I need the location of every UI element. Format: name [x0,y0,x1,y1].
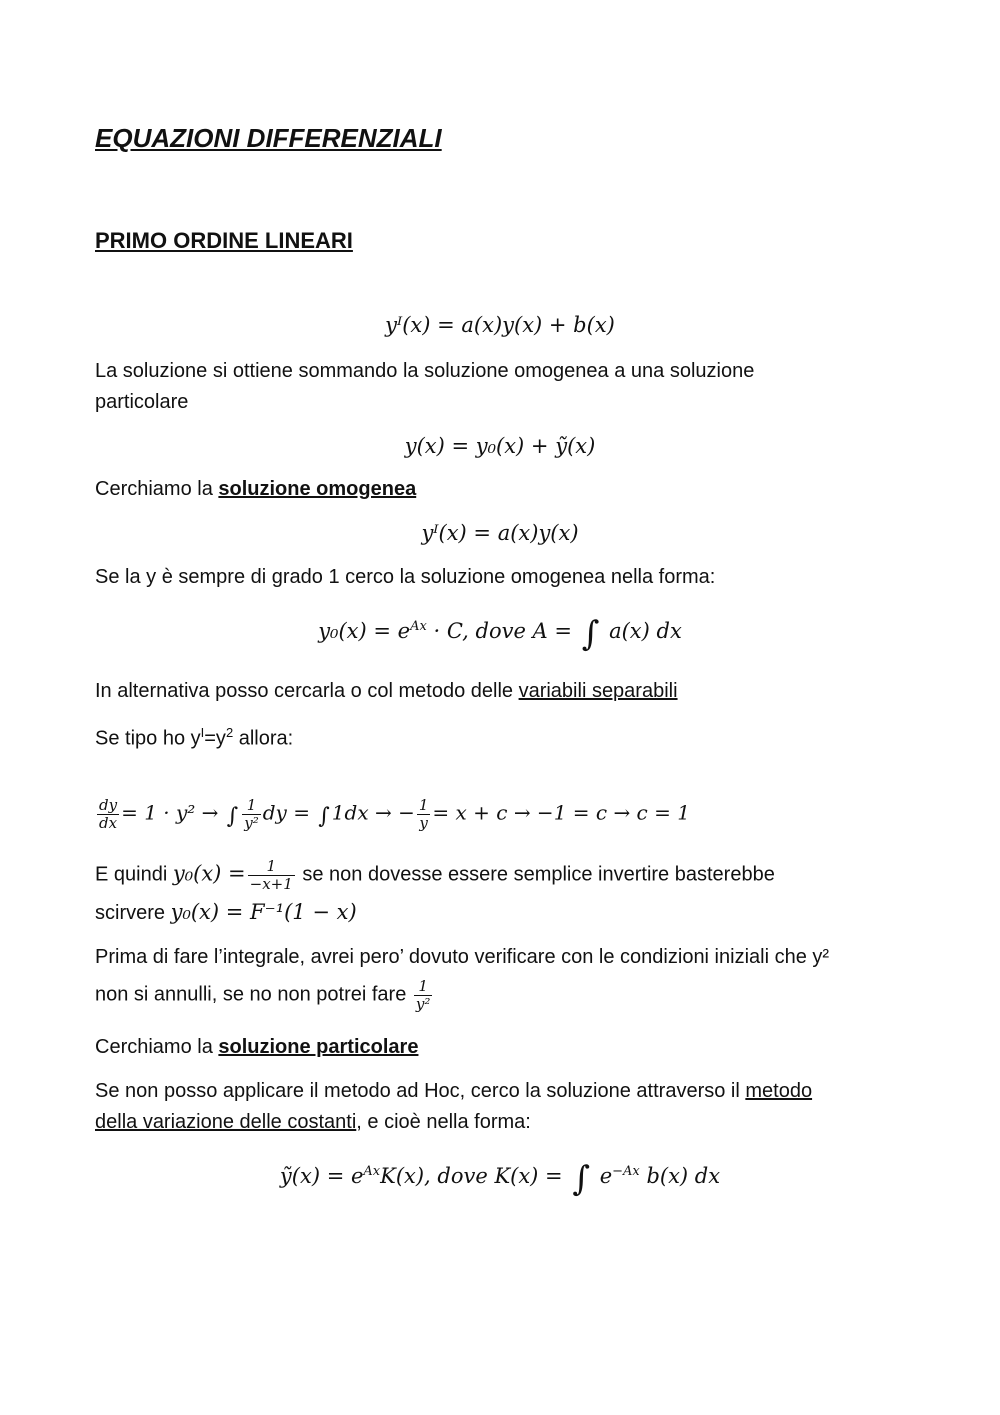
equation-separable [95,797,690,831]
metodo-label: metodo [745,1080,813,1102]
frac-den: y² [244,813,259,832]
omogenea-label: soluzione omogenea [218,478,417,500]
paragraph-alternativa [95,680,678,703]
annulli-text: non si annulli, se no non potrei fare [95,983,412,1006]
equation-main: yᴵ(x) = a(x)y(x) + b(x) [385,313,615,337]
paragraph-prima: Prima di fare l’integrale, avrei pero’ dovuto verificare con le condizioni iniziali che y² [95,946,830,968]
particolare-prefix: Cerchiamo la [95,1036,219,1058]
frac-num: 1 [418,796,429,814]
eq-var-mid: K(x), dove K(x) = [380,1164,570,1188]
heading-particolare [95,1036,418,1059]
frac-den: dx [99,813,118,832]
integral-symbol: ∫ [581,614,600,654]
variazione-label: della variazione delle costanti [95,1111,357,1133]
paragraph-intro: La soluzione si ottiene sommando la soluzione omogenea a una soluzione [95,360,755,382]
fraction-1-y [417,797,431,831]
eq-sep-s3: 1dx → − [331,800,415,825]
equation-omogenea: yᴵ(x) = a(x)y(x) [421,521,579,545]
paragraph-scrivere [95,900,357,925]
quindi-math: y₀(x) = [172,861,246,886]
variabili-separabili-label: variabili separabili [518,680,678,702]
fraction-1-y2 [242,797,261,831]
fraction-1-y2-small [414,978,433,1012]
tipo-sup-2: 2 [225,725,234,740]
document-title: EQUAZIONI DIFFERENZIALI [95,123,442,153]
tipo-sup-1: I [200,725,205,740]
paragraph-metodo [95,1080,812,1103]
frac-num: 1 [242,797,261,815]
frac-num: 1 [414,978,433,996]
section-heading: PRIMO ORDINE LINEARI [95,228,353,253]
frac-den: −x+1 [249,874,293,893]
scrivere-math: y₀(x) = F⁻¹(1 − x) [170,900,357,924]
paragraph-annulli [95,978,434,1012]
scrivere-text: scirvere [95,902,171,924]
eq-var-e: e [593,1164,613,1188]
heading-omogenea [95,478,416,501]
eq-form-mid: · C, dove A = [426,619,579,643]
integral-symbol: ∫ [318,803,330,829]
eq-form-rhs: a(x) dx [602,619,682,643]
eq-var-exp2: −Ax [612,1164,640,1179]
frac-num: dy [99,796,118,814]
eq-sep-s1: = 1 · y² → [121,800,225,825]
integral-symbol: ∫ [226,803,239,829]
quindi-text-a: E quindi [95,863,173,886]
paragraph-intro-cont: particolare [95,391,189,413]
equation-form [0,614,1000,654]
fraction-inverse [248,858,295,892]
equation-variazione [0,1159,1000,1199]
alternativa-prefix: In alternativa posso cercarla o col metodo delle [95,680,519,702]
eq-var-rhs: b(x) dx [639,1164,721,1188]
paragraph-tipo [95,725,293,751]
paragraph-grado: Se la y è sempre di grado 1 cerco la soluzione omogenea nella forma: [95,566,716,588]
frac-num: 1 [248,858,295,876]
integral-symbol: ∫ [572,1159,591,1199]
tipo-text-c: allora: [233,727,294,750]
eq-sep-s2: dy = [262,800,317,825]
paragraph-variazione [95,1111,531,1134]
eq-form-lhs: y₀(x) = e [318,619,411,643]
frac-den: y² [415,994,431,1013]
metodo-text: Se non posso applicare il metodo ad Hoc, cerco la soluzione attraverso il [95,1080,746,1102]
fraction-dy-dx [97,797,119,831]
eq-var-exp1: Ax [363,1164,381,1179]
frac-den: y [419,813,428,832]
eq-form-exp: Ax [410,619,427,634]
omogenea-prefix: Cerchiamo la [95,478,219,500]
tipo-text-b: =y [204,727,226,750]
equation-sum: y(x) = y₀(x) + ỹ(x) [404,434,596,458]
quindi-text-b: se non dovesse essere semplice invertire basterebbe [296,863,775,886]
particolare-label: soluzione particolare [218,1036,419,1058]
eq-sep-s4: = x + c → −1 = c → c = 1 [432,800,690,825]
eq-var-lhs: ỹ(x) = e [279,1164,364,1188]
tipo-text-a: Se tipo ho y [95,727,201,750]
variazione-text: , e cioè nella forma: [356,1111,531,1133]
paragraph-quindi [95,858,775,892]
